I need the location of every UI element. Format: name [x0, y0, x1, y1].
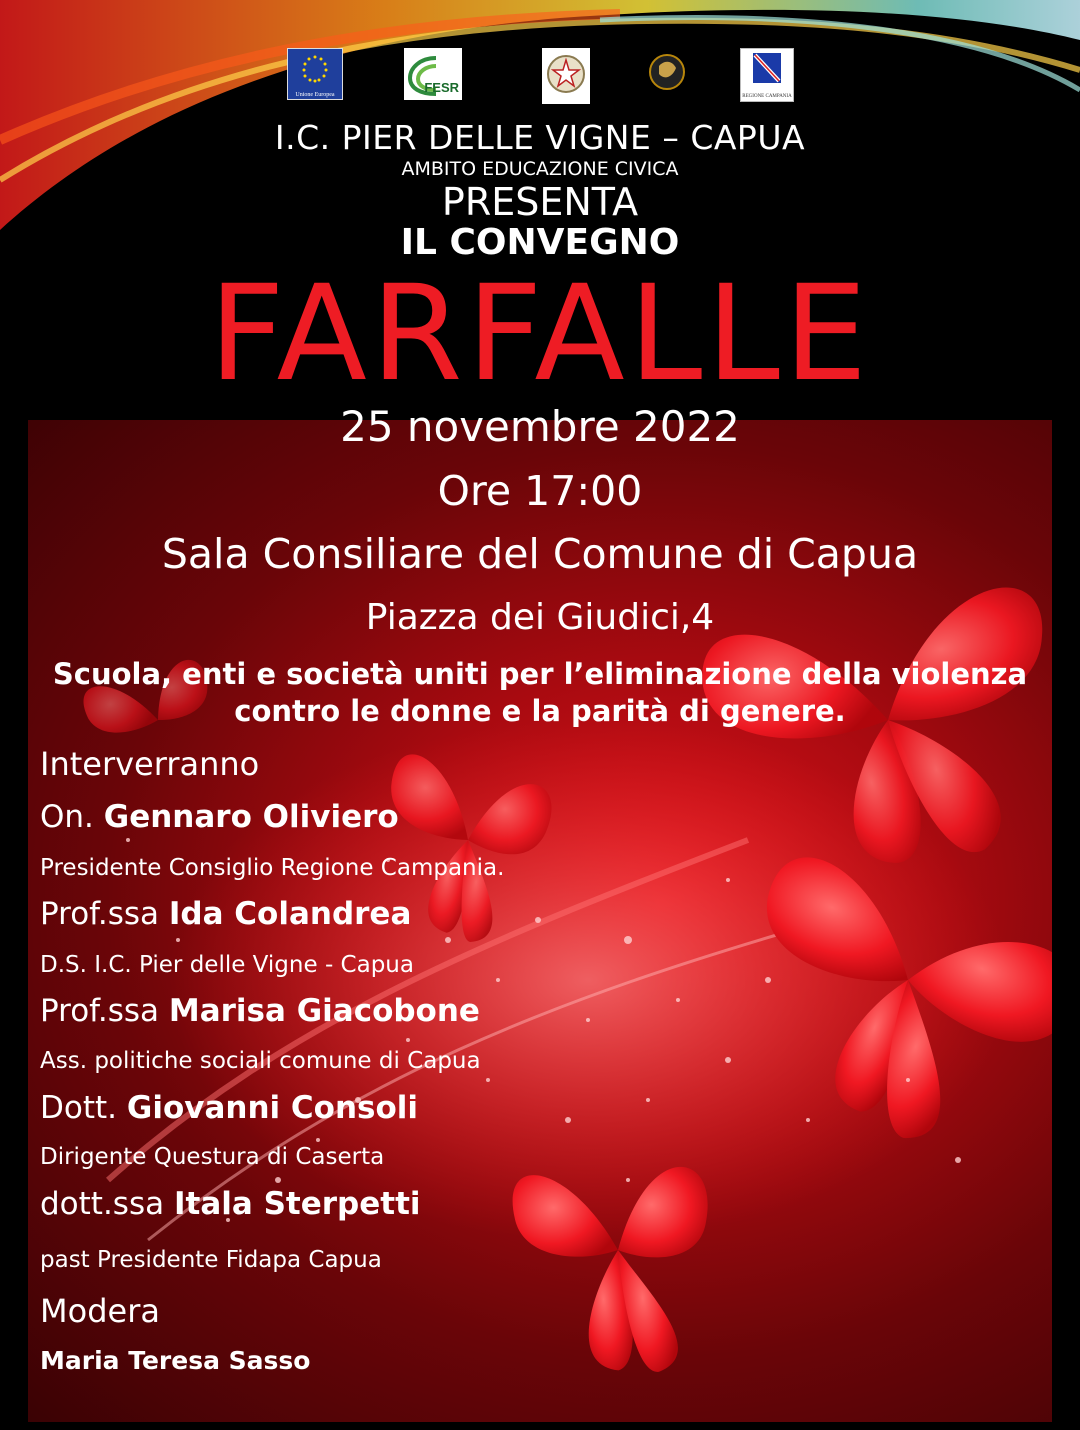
- speaker-4-role: Dirigente Questura di Caserta: [40, 1144, 385, 1170]
- moderator-name: Maria Teresa Sasso: [40, 1346, 311, 1375]
- tagline-line-2: contro le donne e la parità di genere.: [234, 694, 846, 728]
- tagline-line-1: Scuola, enti e società uniti per l’eliminazione della violenza: [52, 657, 1028, 691]
- speaker-title: On.: [40, 799, 94, 835]
- eu-logo-caption: Unione Europea: [295, 92, 335, 98]
- speaker-1-role: Presidente Consiglio Regione Campania.: [40, 855, 505, 881]
- speaker-title: Dott.: [40, 1090, 118, 1126]
- speaker-1: [40, 799, 399, 835]
- fesr-logo-text: FESR: [424, 80, 459, 95]
- speaker-3: [40, 993, 480, 1029]
- speaker-name: Marisa Giacobone: [168, 993, 480, 1029]
- fesr-logo: [404, 48, 462, 100]
- event-venue: Sala Consiliare del Comune di Capua: [161, 530, 919, 578]
- ambito-label: AMBITO EDUCAZIONE CIVICA: [401, 158, 679, 180]
- speaker-name: Itala Sterpetti: [173, 1186, 421, 1222]
- moderator-heading: Modera: [40, 1292, 160, 1330]
- speakers-heading: Interverranno: [40, 745, 260, 783]
- event-tagline: [0, 656, 1080, 730]
- presenta-label: PRESENTA: [441, 180, 639, 224]
- speaker-3-role: Ass. politiche sociali comune di Capua: [40, 1048, 481, 1074]
- speaker-title: Prof.ssa: [40, 993, 159, 1029]
- speaker-5-role: past Presidente Fidapa Capua: [40, 1247, 382, 1273]
- event-address: Piazza dei Giudici,4: [365, 597, 715, 638]
- regione-logo-caption: REGIONE CAMPANIA: [742, 94, 792, 99]
- speaker-name: Gennaro Oliviero: [103, 799, 399, 835]
- event-title: FARFALLE: [208, 257, 872, 411]
- speaker-2: [40, 896, 411, 932]
- event-time: Ore 17:00: [437, 467, 643, 515]
- speaker-4: [40, 1090, 418, 1126]
- convegno-label: IL CONVEGNO: [400, 222, 680, 263]
- speaker-2-role: D.S. I.C. Pier delle Vigne - Capua: [40, 952, 414, 978]
- regione-campania-logo: [740, 48, 794, 102]
- speaker-5: [40, 1186, 421, 1222]
- italian-republic-emblem: [542, 48, 590, 104]
- school-name: I.C. PIER DELLE VIGNE – CAPUA: [274, 118, 806, 157]
- speaker-title: dott.ssa: [40, 1186, 165, 1222]
- sponsor-logos: [0, 48, 1080, 108]
- speaker-title: Prof.ssa: [40, 896, 159, 932]
- school-badge-logo: [646, 48, 688, 96]
- speaker-name: Ida Colandrea: [168, 896, 412, 932]
- event-date: 25 novembre 2022: [340, 402, 740, 451]
- speaker-name: Giovanni Consoli: [126, 1090, 419, 1126]
- eu-flag-logo: [287, 48, 343, 100]
